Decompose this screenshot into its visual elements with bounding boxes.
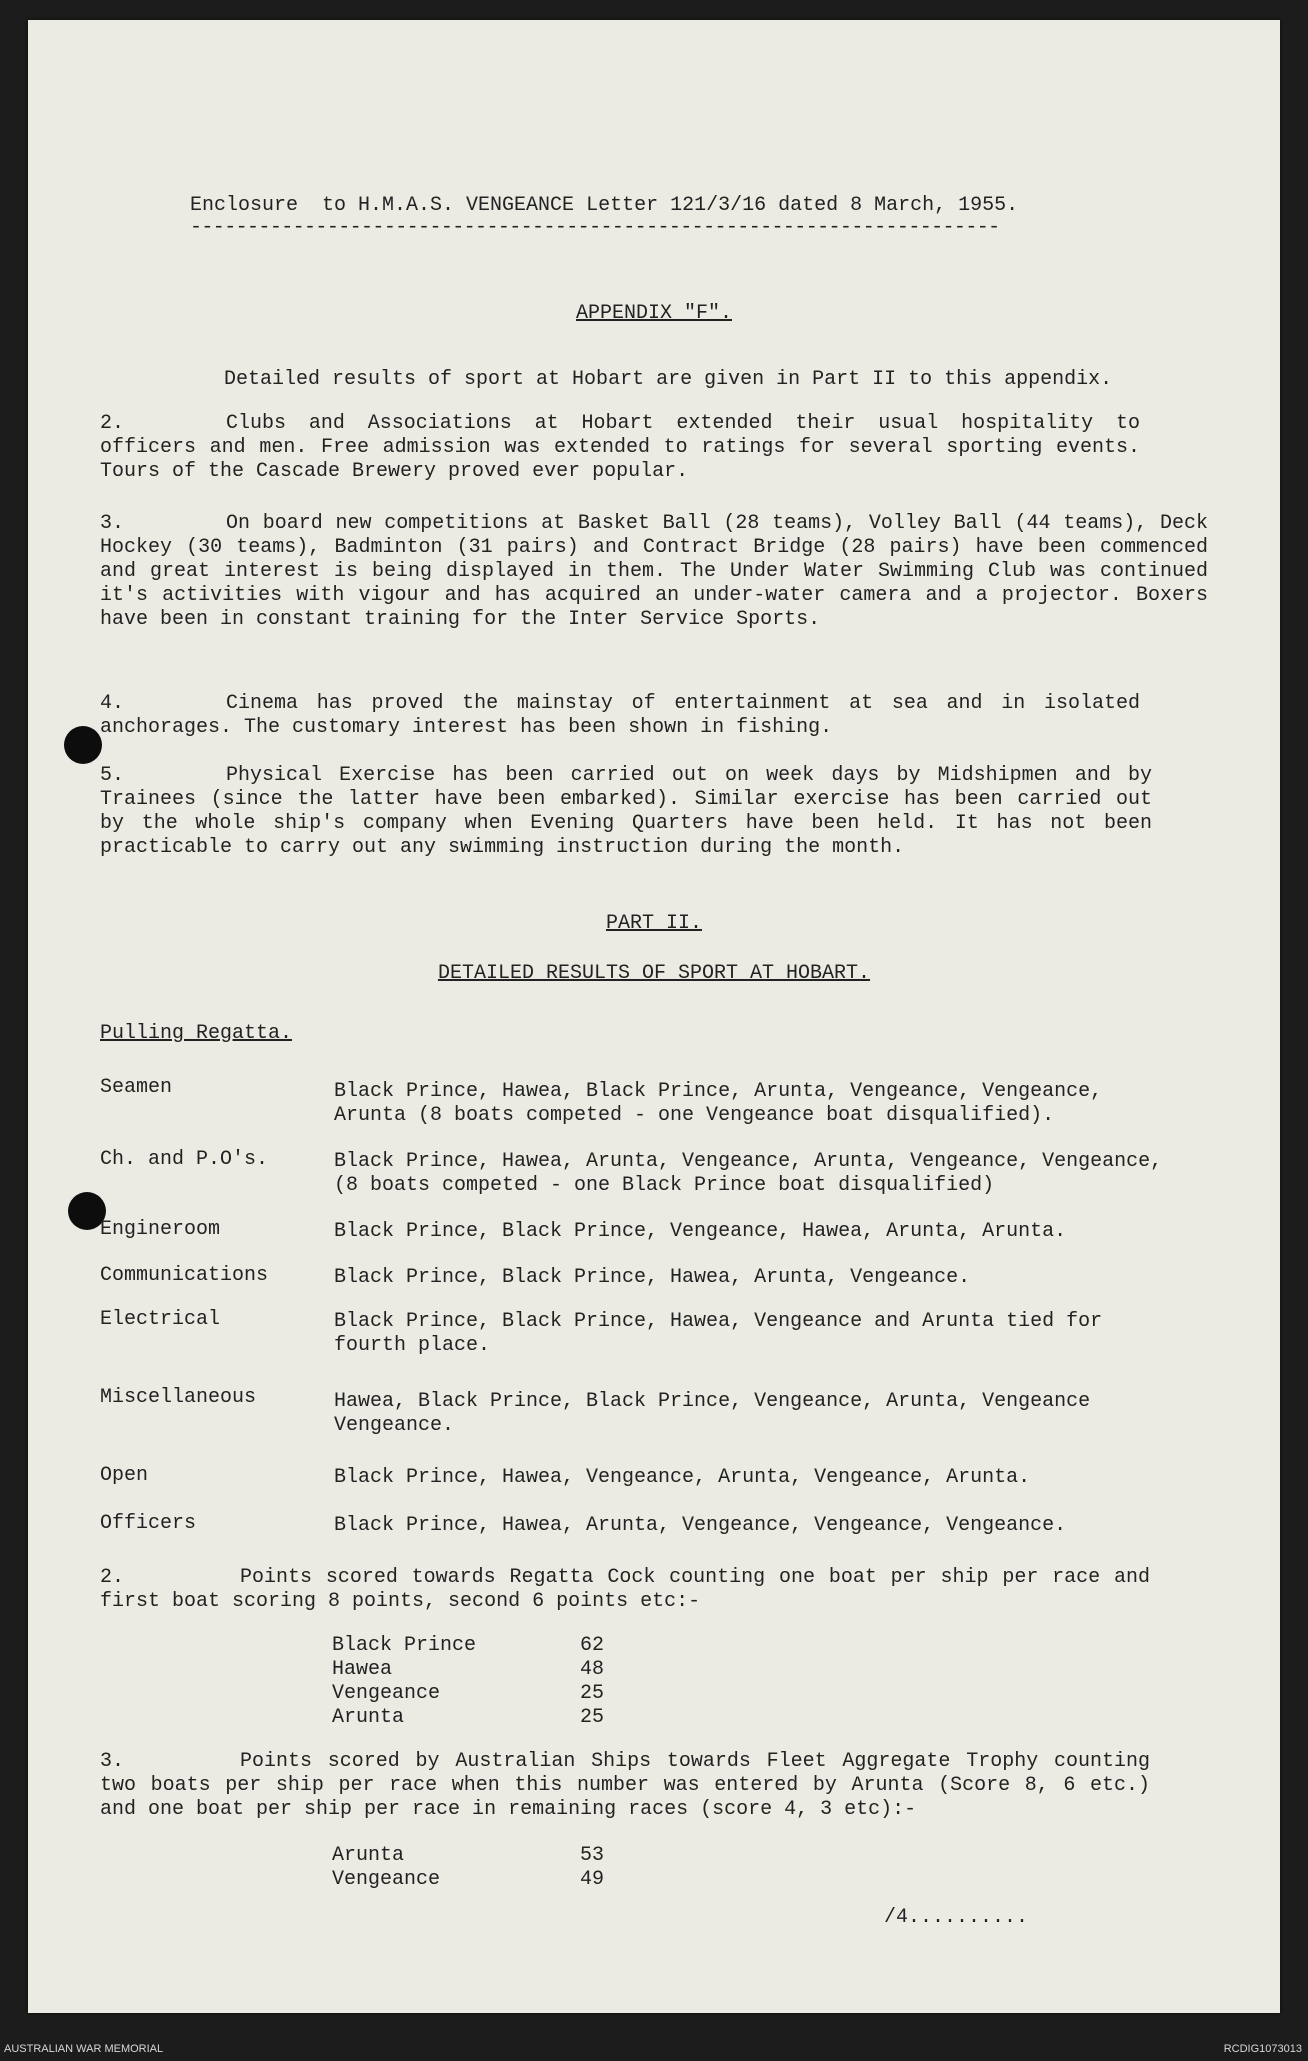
score-value: 25 [580, 1682, 605, 1705]
score-value: 62 [580, 1634, 605, 1657]
score-name: Black Prince [332, 1634, 477, 1657]
section-heading: Pulling Regatta. [100, 1022, 293, 1045]
score-value: 53 [580, 1844, 605, 1867]
document-page [28, 20, 1280, 2013]
score-name: Vengeance [332, 1682, 441, 1705]
result-text: Black Prince, Hawea, Arunta, Vengeance, Vengeance, Vengeance. [334, 1514, 1067, 1537]
paragraph-number: 3. [100, 1750, 125, 1773]
result-text: Black Prince, Hawea, Black Prince, Arunta, Vengeance, Vengeance, Arunta (8 boats competed - one Vengeance boat disqualified). [334, 1080, 1103, 1127]
enclosure-header: Enclosure to H.M.A.S. VENGEANCE Letter 121/3/16 dated 8 March, 1955. [190, 194, 1019, 217]
score-name: Arunta [332, 1844, 405, 1867]
punch-hole-top [64, 726, 102, 764]
appendix-title: APPENDIX "F". [575, 302, 733, 325]
result-label: Officers [100, 1512, 197, 1535]
intro-paragraph: Detailed results of sport at Hobart are given in Part II to this appendix. [224, 368, 1113, 391]
paragraph-number: 5. [100, 764, 125, 787]
result-label: Miscellaneous [100, 1386, 257, 1409]
score-value: 49 [580, 1868, 605, 1891]
score-name: Vengeance [332, 1868, 441, 1891]
result-label: Ch. and P.O's. [100, 1148, 269, 1171]
score-value: 48 [580, 1658, 605, 1681]
result-label: Open [100, 1464, 149, 1487]
score-name: Arunta [332, 1706, 405, 1729]
paragraph-number: 3. [100, 512, 125, 535]
score-value: 25 [580, 1706, 605, 1729]
result-label: Engineroom [100, 1218, 221, 1241]
result-text: Black Prince, Black Prince, Hawea, Vengeance and Arunta tied for fourth place. [334, 1310, 1103, 1357]
paragraph-text: On board new competitions at Basket Ball (28 teams), Volley Ball (44 teams), Deck Hockey (30 teams), Badminton (31 pairs) and Contract Bridge (28 pairs) have been commenced and great interest is being displayed in them. The Under Water Swimming Club was continued it's activities with vigour and has acquired an under-water camera and a projector. Boxers have been in constant training for the Inter Service Sports. [100, 512, 1208, 631]
result-label: Electrical [100, 1308, 221, 1331]
paragraph-text: Clubs and Associations at Hobart extended their usual hospitality to officers and men. Free admission was extended to ratings for several sporting events. Tours of the Cascade Brewery proved ever popular. [100, 412, 1140, 483]
paragraph-text: Physical Exercise has been carried out on week days by Midshipmen and by Trainees (since the latter have been embarked). Similar exercise has been carried out by the whole ship's company when Evening Quarters have been held. It has not been practicable to carry out any swimming instruction during the month. [100, 764, 1152, 859]
paragraph-number: 2. [100, 412, 125, 435]
result-text: Black Prince, Hawea, Vengeance, Arunta, Vengeance, Arunta. [334, 1466, 1031, 1489]
score-name: Hawea [332, 1658, 393, 1681]
footer-item-id: RCDIG1073013 [1223, 2043, 1302, 2055]
paragraph-text: Points scored by Australian Ships towards Fleet Aggregate Trophy counting two boats per ship per race when this number was entered by Arunta (Score 8, 6 etc.) and one boat per ship per race in remaining races (score 4, 3 etc):- [100, 1750, 1150, 1821]
paragraph-number: 2. [100, 1566, 125, 1589]
footer-archive-name: AUSTRALIAN WAR MEMORIAL [4, 2043, 164, 2055]
result-text: Black Prince, Black Prince, Vengeance, Hawea, Arunta, Arunta. [334, 1220, 1067, 1243]
result-text: Black Prince, Hawea, Arunta, Vengeance, Arunta, Vengeance, Vengeance,(8 boats competed - one Black Prince boat disqualified) [334, 1150, 1163, 1197]
result-text: Hawea, Black Prince, Black Prince, Vengeance, Arunta, Vengeance Vengeance. [334, 1390, 1091, 1437]
continuation-marker: /4.......... [884, 1906, 1029, 1929]
part-2-subtitle: DETAILED RESULTS OF SPORT AT HOBART. [437, 962, 871, 985]
result-label: Communications [100, 1264, 269, 1287]
result-text: Black Prince, Black Prince, Hawea, Arunta, Vengeance. [334, 1266, 971, 1289]
paragraph-text: Points scored towards Regatta Cock counting one boat per ship per race and first boat scoring 8 points, second 6 points etc:- [100, 1566, 1150, 1613]
paragraph-number: 4. [100, 692, 125, 715]
result-label: Seamen [100, 1076, 173, 1099]
part-2-title: PART II. [605, 912, 702, 935]
paragraph-text: Cinema has proved the mainstay of entertainment at sea and in isolated anchorages. The customary interest has been shown in fishing. [100, 692, 1140, 739]
header-rule: ----------------------------------------------------------------------- [190, 216, 1000, 239]
